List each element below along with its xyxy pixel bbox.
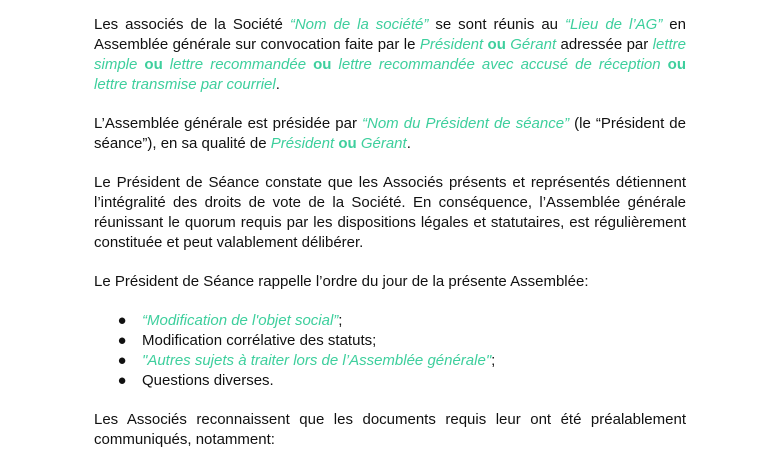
placeholder-registered-letter-receipt: lettre recommandée avec accusé de réception xyxy=(338,56,661,73)
agenda-item-text: Questions diverses. xyxy=(142,372,274,389)
text-segment: L’Assemblée générale est présidée par xyxy=(94,115,363,132)
placeholder-meeting-place: “Lieu de l’AG” xyxy=(564,16,663,33)
keyword-or: ou xyxy=(137,56,170,73)
paragraph-agenda-intro: Le Président de Séance rappelle l’ordre du jour de la présente Assemblée: xyxy=(94,273,589,290)
text-segment: (le “Président de séance”), en sa qualité de xyxy=(94,115,686,152)
agenda-item xyxy=(117,371,686,391)
agenda-item xyxy=(117,311,686,331)
keyword-or: ou xyxy=(483,36,511,53)
keyword-or: ou xyxy=(660,56,686,73)
text-segment: . xyxy=(406,135,411,152)
text-segment: Les associés de la Société xyxy=(94,16,290,33)
paragraph-gap xyxy=(94,154,686,173)
agenda-item-text: ; xyxy=(491,352,496,369)
keyword-or: ou xyxy=(334,135,361,152)
paragraph-documents: Les Associés reconnaissent que les documents requis leur ont été préalablement communiqués, notamment: xyxy=(94,411,686,448)
agenda-item xyxy=(117,331,686,351)
placeholder-session-president: “Nom du Président de séance” xyxy=(362,115,570,132)
placeholder-simple-letter: lettre simple xyxy=(94,36,686,73)
keyword-or: ou xyxy=(306,56,339,73)
bullet-icon: ● xyxy=(117,372,127,389)
paragraph-gap xyxy=(94,292,686,311)
bullet-icon: ● xyxy=(117,312,127,329)
placeholder-president: Président xyxy=(270,135,335,152)
paragraph-gap xyxy=(94,391,686,410)
paragraph-gap xyxy=(94,253,686,272)
bullet-icon: ● xyxy=(117,332,127,349)
placeholder-agenda-item: “Modification de l'objet social” xyxy=(142,312,339,329)
placeholder-email-letter: lettre transmise par courriel xyxy=(94,76,276,93)
agenda-item-text: ; xyxy=(338,312,343,329)
placeholder-manager: Gérant xyxy=(510,36,557,53)
paragraph-gap xyxy=(94,95,686,114)
paragraph-quorum: Le Président de Séance constate que les Associés présents et représentés détiennent l’intégralité des droits de vote de la Société. En conséquence, l’Assemblée générale réunissant le quorum requis par les dispositions légales et statutaires, est régulièrement constituée et peut valablement délibérer. xyxy=(94,174,686,251)
paragraph-presidency xyxy=(94,114,686,154)
bullet-icon: ● xyxy=(117,352,127,369)
placeholder-president: Président xyxy=(419,36,484,53)
text-segment: se sont réunis au xyxy=(428,16,565,33)
placeholder-agenda-item: "Autres sujets à traiter lors de l’Assemblée générale" xyxy=(142,352,492,369)
agenda-list xyxy=(94,311,686,391)
agenda-item xyxy=(117,351,686,371)
text-segment: adressée par xyxy=(556,36,653,53)
placeholder-registered-letter: lettre recommandée xyxy=(169,56,307,73)
text-segment: . xyxy=(275,76,280,93)
text-segment: en Assemblée générale sur convocation faite par le xyxy=(94,16,686,53)
placeholder-manager: Gérant xyxy=(360,135,407,152)
agenda-item-text: Modification corrélative des statuts; xyxy=(142,332,377,349)
placeholder-company-name: “Nom de la société” xyxy=(289,16,429,33)
paragraph-convocation xyxy=(94,15,686,95)
